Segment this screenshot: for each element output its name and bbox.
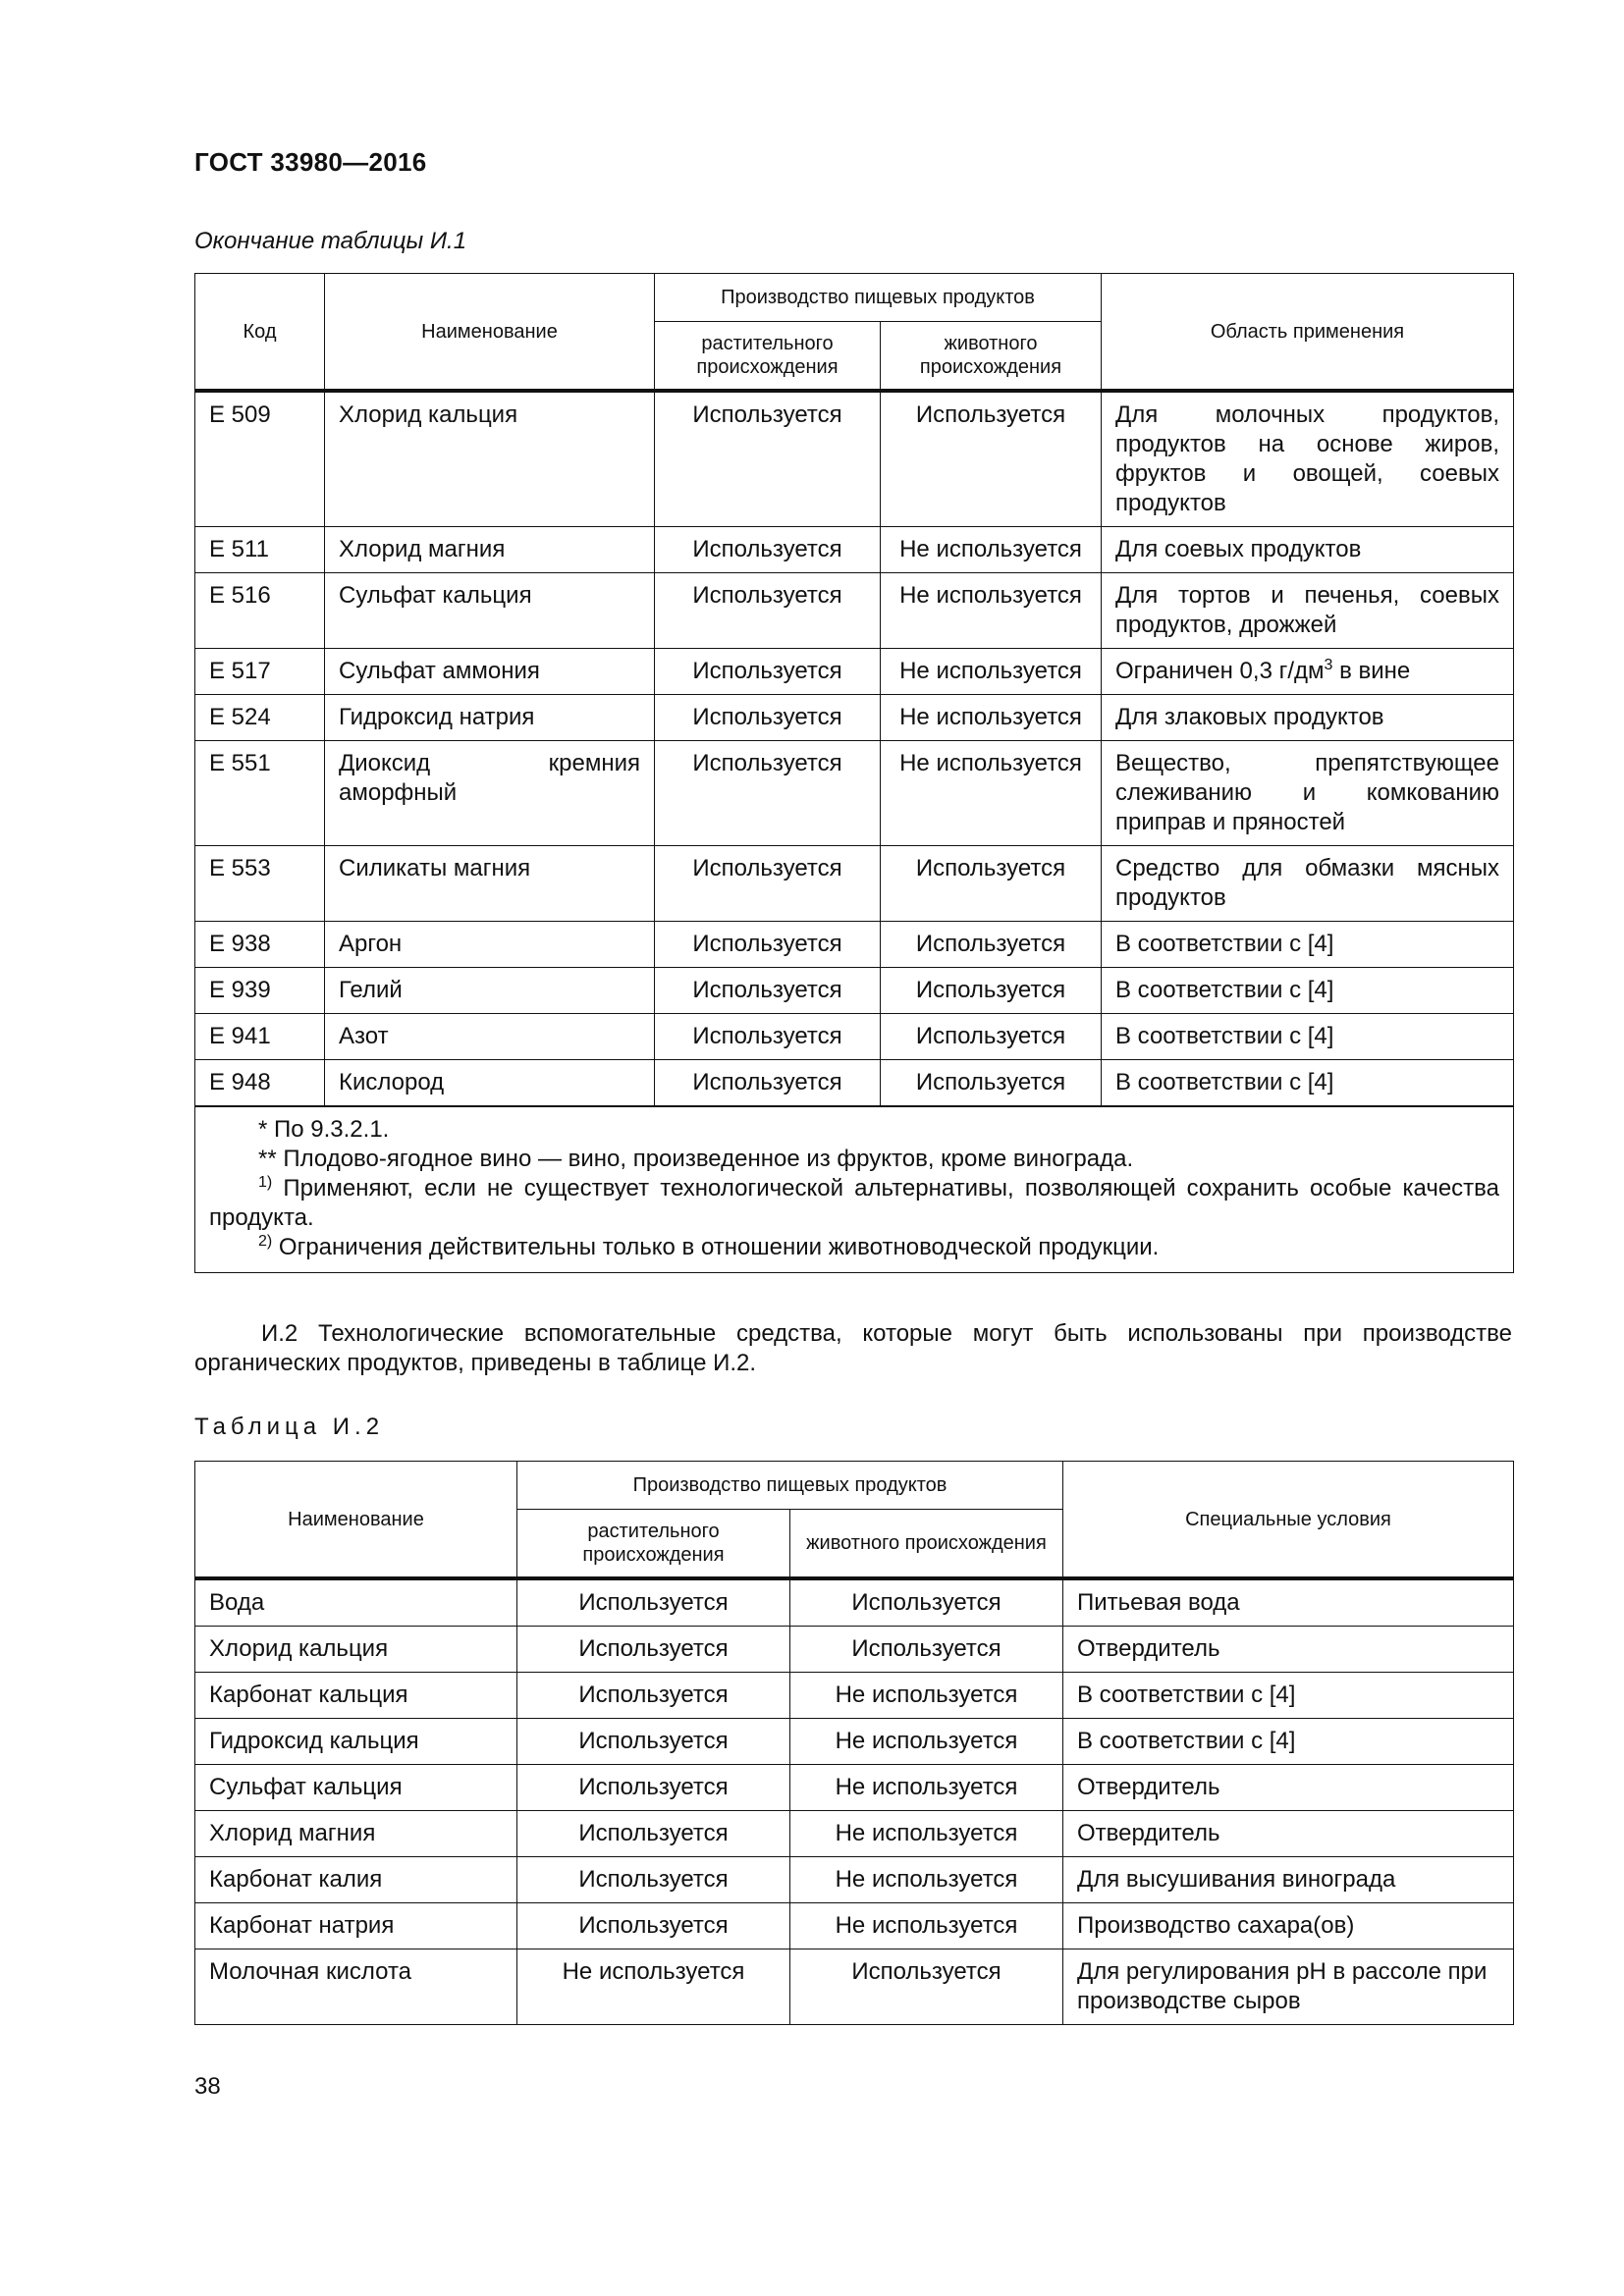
table2-cell-conditions: Отвердитель [1063, 1811, 1514, 1857]
table2-cell-name: Гидроксид кальция [195, 1719, 517, 1765]
table1-cell-animal: Не используется [881, 741, 1102, 846]
table1-cell-animal: Используется [881, 391, 1102, 527]
table2-cell-conditions: Производство сахара(ов) [1063, 1903, 1514, 1949]
table1-cell-plant: Используется [655, 573, 881, 649]
table1-cell-area-suffix: в вине [1332, 658, 1411, 684]
table2-cell-name: Молочная кислота [195, 1949, 517, 2025]
table1-cell-animal: Используется [881, 1014, 1102, 1060]
table2-cell-conditions: Отвердитель [1063, 1627, 1514, 1673]
table2-body [195, 1578, 1514, 2025]
table-row [195, 1903, 1514, 1949]
table1-note-3-text: Применяют, если не существует технологической альтернативы, позволяющей сохранить особые качества продукта. [209, 1175, 1499, 1231]
table2-cell-animal: Не используется [790, 1857, 1063, 1903]
table1-note-2: ** Плодово-ягодное вино — вино, произведенное из фруктов, кроме винограда. [258, 1146, 1134, 1172]
table1-cell-area: Для соевых продуктов [1102, 527, 1514, 573]
table1-note-1: * По 9.3.2.1. [258, 1116, 390, 1143]
table1-cell-plant: Используется [655, 1014, 881, 1060]
table2-cell-plant: Используется [517, 1578, 790, 1627]
table2-cell-plant: Используется [517, 1811, 790, 1857]
table-row [195, 1060, 1514, 1107]
table1-cell-name: Аргон [325, 922, 655, 968]
table-row [195, 527, 1514, 573]
table2-cell-animal: Используется [790, 1627, 1063, 1673]
document-header: ГОСТ 33980—2016 [194, 147, 427, 177]
table2-cell-animal: Не используется [790, 1903, 1063, 1949]
table2-caption: Таблица И.2 [194, 1414, 385, 1440]
table2-cell-plant: Используется [517, 1857, 790, 1903]
table1-header-plant: растительного происхождения [655, 322, 881, 392]
table1-cell-plant: Используется [655, 846, 881, 922]
table-row [195, 1627, 1514, 1673]
table2-cell-conditions: Питьевая вода [1063, 1578, 1514, 1627]
table-row [195, 1014, 1514, 1060]
table2 [194, 1461, 1514, 2025]
table1-cell-name: Азот [325, 1014, 655, 1060]
page-number: 38 [194, 2073, 221, 2100]
table2-cell-conditions: Для регулирования рН в рассоле при производстве сыров [1063, 1949, 1514, 2025]
table2-cell-animal: Не используется [790, 1765, 1063, 1811]
table2-cell-plant: Используется [517, 1627, 790, 1673]
table1-cell-plant: Используется [655, 741, 881, 846]
table1-note-4-text: Ограничения действительны только в отношении животноводческой продукции. [278, 1234, 1160, 1260]
table1-cell-name: Силикаты магния [325, 846, 655, 922]
table1-cell-code: Е 551 [195, 741, 325, 846]
paragraph-i2 [194, 1319, 1512, 1378]
table2-cell-plant: Используется [517, 1903, 790, 1949]
table1-note-3 [209, 1174, 1499, 1233]
table1-cell-area: В соответствии с [4] [1102, 1014, 1514, 1060]
paragraph-i2-text: И.2 Технологические вспомогательные средства, которые могут быть использованы при производстве органических продуктов, приведены в таблице И.2. [194, 1320, 1512, 1376]
table1-cell-area: Для злаковых продуктов [1102, 695, 1514, 741]
table2-cell-plant: Не используется [517, 1949, 790, 2025]
table1-header-code: Код [195, 274, 325, 392]
table-row [195, 922, 1514, 968]
table1-cell-plant: Используется [655, 695, 881, 741]
table1-cell-code: Е 517 [195, 649, 325, 695]
table2-cell-plant: Используется [517, 1673, 790, 1719]
table1-notes [195, 1106, 1514, 1273]
table1-cell-name: Сульфат кальция [325, 573, 655, 649]
table2-cell-name: Карбонат калия [195, 1857, 517, 1903]
table2-header-name: Наименование [195, 1462, 517, 1579]
table-row [195, 695, 1514, 741]
table2-cell-name: Хлорид кальция [195, 1627, 517, 1673]
table1-cell-name: Хлорид магния [325, 527, 655, 573]
table1-cell-area: Для молочных продуктов, продуктов на основе жиров, фруктов и овощей, соевых продуктов [1102, 391, 1514, 527]
table2-cell-animal: Не используется [790, 1811, 1063, 1857]
table2-cell-conditions: Для высушивания винограда [1063, 1857, 1514, 1903]
table1-cell-animal: Используется [881, 1060, 1102, 1107]
table1-cell-name: Кислород [325, 1060, 655, 1107]
table2-header-animal: животного происхождения [790, 1510, 1063, 1579]
table-row [195, 1811, 1514, 1857]
table1-cell-code: Е 938 [195, 922, 325, 968]
note-mark-2: 2) [258, 1233, 273, 1250]
table1-cell-area: В соответствии с [4] [1102, 922, 1514, 968]
note-mark-1: 1) [258, 1174, 273, 1191]
table-row [195, 1857, 1514, 1903]
table1-header-name: Наименование [325, 274, 655, 392]
table1-cell-animal: Не используется [881, 527, 1102, 573]
table1-cell-area: Средство для обмазки мясных продуктов [1102, 846, 1514, 922]
table1-body [195, 391, 1514, 1106]
table2-cell-name: Вода [195, 1578, 517, 1627]
table-row [195, 1719, 1514, 1765]
table-row [195, 1673, 1514, 1719]
table1-cell-code: Е 941 [195, 1014, 325, 1060]
table1-cell-plant: Используется [655, 1060, 881, 1107]
table2-cell-animal: Используется [790, 1578, 1063, 1627]
table1-cell-animal: Используется [881, 968, 1102, 1014]
table1-header-animal: животного происхождения [881, 322, 1102, 392]
table1-cell-area [1102, 649, 1514, 695]
table1-header-area: Область применения [1102, 274, 1514, 392]
table1-cell-code: Е 524 [195, 695, 325, 741]
table1-cell-code: Е 516 [195, 573, 325, 649]
table-row [195, 1578, 1514, 1627]
table1-cell-plant: Используется [655, 391, 881, 527]
table2-cell-conditions: В соответствии с [4] [1063, 1673, 1514, 1719]
table-row [195, 573, 1514, 649]
table1-cell-plant: Используется [655, 968, 881, 1014]
table1-cell-area: В соответствии с [4] [1102, 1060, 1514, 1107]
table1-cell-area: Вещество, препятствующее слеживанию и комкованию приправ и пряностей [1102, 741, 1514, 846]
table-row [195, 391, 1514, 527]
table1-cell-code: Е 553 [195, 846, 325, 922]
unit-superscript: 3 [1324, 657, 1333, 673]
table1-cell-name: Хлорид кальция [325, 391, 655, 527]
table1-caption: Окончание таблицы И.1 [194, 228, 467, 254]
table2-header-conditions: Специальные условия [1063, 1462, 1514, 1579]
table2-cell-name: Карбонат кальция [195, 1673, 517, 1719]
table2-cell-name: Сульфат кальция [195, 1765, 517, 1811]
table2-cell-name: Хлорид магния [195, 1811, 517, 1857]
table1-cell-animal: Не используется [881, 573, 1102, 649]
table1-cell-plant: Используется [655, 527, 881, 573]
table-row [195, 1949, 1514, 2025]
table1-cell-animal: Не используется [881, 649, 1102, 695]
table-row [195, 846, 1514, 922]
table1-cell-name: Диоксид кремния аморфный [325, 741, 655, 846]
table1-cell-code: Е 939 [195, 968, 325, 1014]
table2-cell-conditions: Отвердитель [1063, 1765, 1514, 1811]
table1-header-production: Производство пищевых продуктов [655, 274, 1102, 322]
table1-cell-area: В соответствии с [4] [1102, 968, 1514, 1014]
table1-cell-name: Гелий [325, 968, 655, 1014]
table2-cell-conditions: В соответствии с [4] [1063, 1719, 1514, 1765]
table-row [195, 968, 1514, 1014]
table1-cell-animal: Используется [881, 846, 1102, 922]
table1-cell-code: Е 948 [195, 1060, 325, 1107]
table1-cell-area: Для тортов и печенья, соевых продуктов, дрожжей [1102, 573, 1514, 649]
table2-header-production: Производство пищевых продуктов [517, 1462, 1063, 1510]
table2-cell-name: Карбонат натрия [195, 1903, 517, 1949]
table1-cell-name: Гидроксид натрия [325, 695, 655, 741]
table1-cell-plant: Используется [655, 922, 881, 968]
table1-note-4 [209, 1233, 1499, 1262]
table-row [195, 1765, 1514, 1811]
table1-cell-plant: Используется [655, 649, 881, 695]
table2-cell-animal: Не используется [790, 1719, 1063, 1765]
table1-cell-code: Е 511 [195, 527, 325, 573]
table-row [195, 741, 1514, 846]
table1 [194, 273, 1514, 1273]
table1-cell-area-text: Ограничен 0,3 г/дм [1115, 658, 1325, 684]
table2-cell-plant: Используется [517, 1765, 790, 1811]
table1-cell-animal: Не используется [881, 695, 1102, 741]
table1-cell-name: Сульфат аммония [325, 649, 655, 695]
table1-cell-code: Е 509 [195, 391, 325, 527]
table2-cell-plant: Используется [517, 1719, 790, 1765]
table2-header-plant: растительного происхождения [517, 1510, 790, 1579]
table1-cell-animal: Используется [881, 922, 1102, 968]
table2-cell-animal: Не используется [790, 1673, 1063, 1719]
table2-cell-animal: Используется [790, 1949, 1063, 2025]
table-row [195, 649, 1514, 695]
